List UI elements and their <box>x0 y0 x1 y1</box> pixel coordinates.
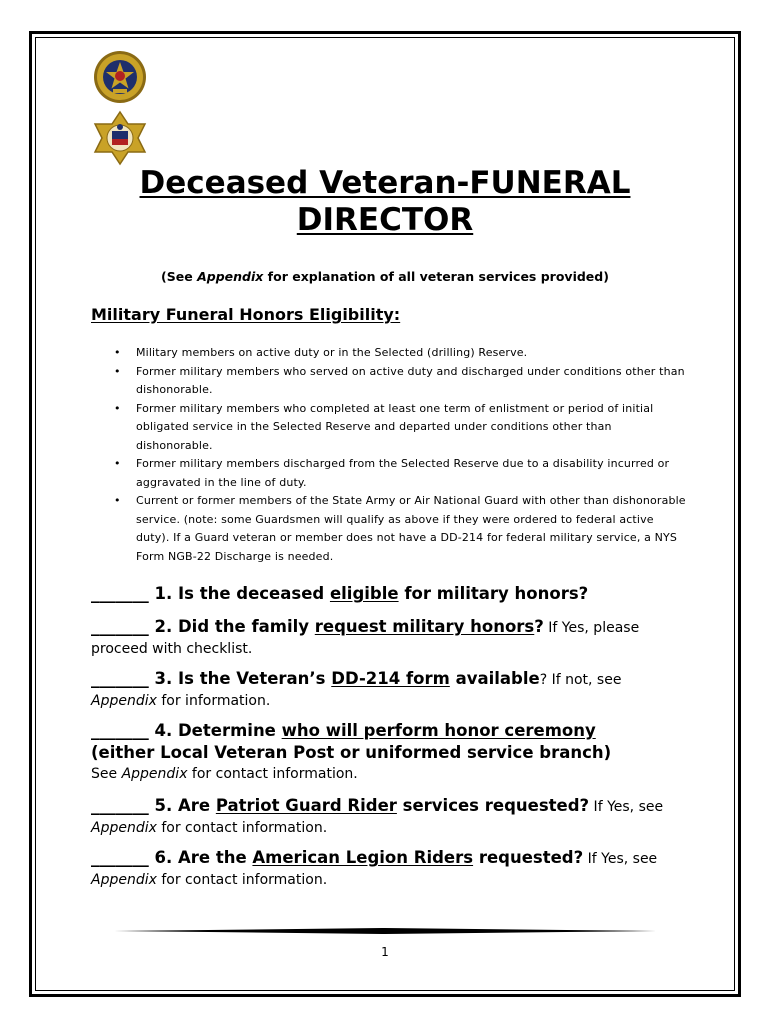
title-line-1: Deceased Veteran-FUNERAL <box>139 165 631 201</box>
question-text: 6. Are the <box>148 848 253 867</box>
subtitle-appendix: Appendix <box>197 269 264 284</box>
question-note: for contact information. <box>187 766 358 782</box>
page-number: 1 <box>381 945 389 959</box>
checklist-item-1 <box>91 584 691 606</box>
question-emphasis: American Legion Riders <box>252 848 474 867</box>
answer-blank[interactable]: _______ <box>91 669 149 688</box>
answer-blank[interactable]: _______ <box>91 617 149 636</box>
question-text: available <box>449 669 540 688</box>
question-emphasis: request military honors <box>314 617 535 636</box>
question-text: 2. Did the family <box>148 617 315 636</box>
checklist-item-3 <box>91 669 691 711</box>
question-text: 5. Are <box>148 796 216 815</box>
question-text: ? <box>534 617 544 636</box>
question-text: 1. Is the deceased <box>148 584 330 603</box>
question-emphasis: Patriot Guard Rider <box>215 796 397 815</box>
question-emphasis: eligible <box>329 584 399 603</box>
question-note: ? If not, see <box>539 672 622 688</box>
question-note: If Yes, see <box>583 851 658 867</box>
page-title <box>60 165 710 239</box>
list-item: • Former military members discharged from the Selected Reserve due to a disability incurred or aggravated in the line of duty. <box>114 455 686 492</box>
checklist-item-5 <box>91 796 691 838</box>
checklist-item-6 <box>91 848 691 890</box>
list-item: • Former military members who served on active duty and discharged under conditions other than dishonorable. <box>114 363 686 400</box>
question-text: 4. Determine <box>148 721 282 740</box>
list-item: • Current or former members of the State Army or Air National Guard with other than dishonorable service. (note: some Guardsmen will qualify as above if they were ordered to federal active duty). If a Guard veteran or member does not have a DD-214 for federal military service, a NYS Form NGB-22 Discharge is needed. <box>114 492 686 566</box>
checklist-item-2 <box>91 617 691 659</box>
question-note: See <box>91 766 122 782</box>
question-text: for military honors? <box>398 584 589 603</box>
section-heading: Military Funeral Honors Eligibility: <box>91 305 401 324</box>
appendix-ref: Appendix <box>91 692 157 709</box>
footer-divider <box>114 928 656 934</box>
eligibility-list <box>114 344 686 566</box>
appendix-ref: Appendix <box>121 766 188 782</box>
answer-blank[interactable]: _______ <box>91 584 149 603</box>
question-note: for contact information. <box>156 819 328 836</box>
answer-blank[interactable]: _______ <box>91 721 149 740</box>
question-emphasis: who will perform honor ceremony <box>281 721 596 740</box>
question-note: for contact information. <box>156 871 328 888</box>
subtitle-pre: (See <box>161 269 198 284</box>
appendix-ref: Appendix <box>91 871 157 888</box>
list-item: • Former military members who completed at least one term of enlistment or period of initial obligated service in the Selected Reserve and departed under conditions other than dishonorable. <box>114 400 686 456</box>
answer-blank[interactable]: _______ <box>91 796 149 815</box>
question-text: services requested? <box>396 796 590 815</box>
question-text: requested? <box>473 848 584 867</box>
checklist-item-4 <box>91 721 691 785</box>
question-note: If Yes, see <box>589 799 664 815</box>
question-note: for information. <box>156 692 271 709</box>
subtitle <box>60 269 710 284</box>
subtitle-post: for explanation of all veteran services provided) <box>263 269 609 284</box>
vfw-emblem-icon <box>93 110 147 166</box>
title-line-2: DIRECTOR <box>296 202 474 238</box>
question-emphasis: DD-214 form <box>331 669 450 688</box>
question-text: (either Local Veteran Post or uniformed service branch) <box>91 742 612 762</box>
question-text: 3. Is the Veteran’s <box>148 669 332 688</box>
question-note: If Yes, please proceed with checklist. <box>91 620 640 657</box>
list-item: • Military members on active duty or in the Selected (drilling) Reserve. <box>114 344 686 363</box>
answer-blank[interactable]: _______ <box>91 848 149 867</box>
american-legion-emblem-icon <box>93 50 147 104</box>
appendix-ref: Appendix <box>91 819 157 836</box>
